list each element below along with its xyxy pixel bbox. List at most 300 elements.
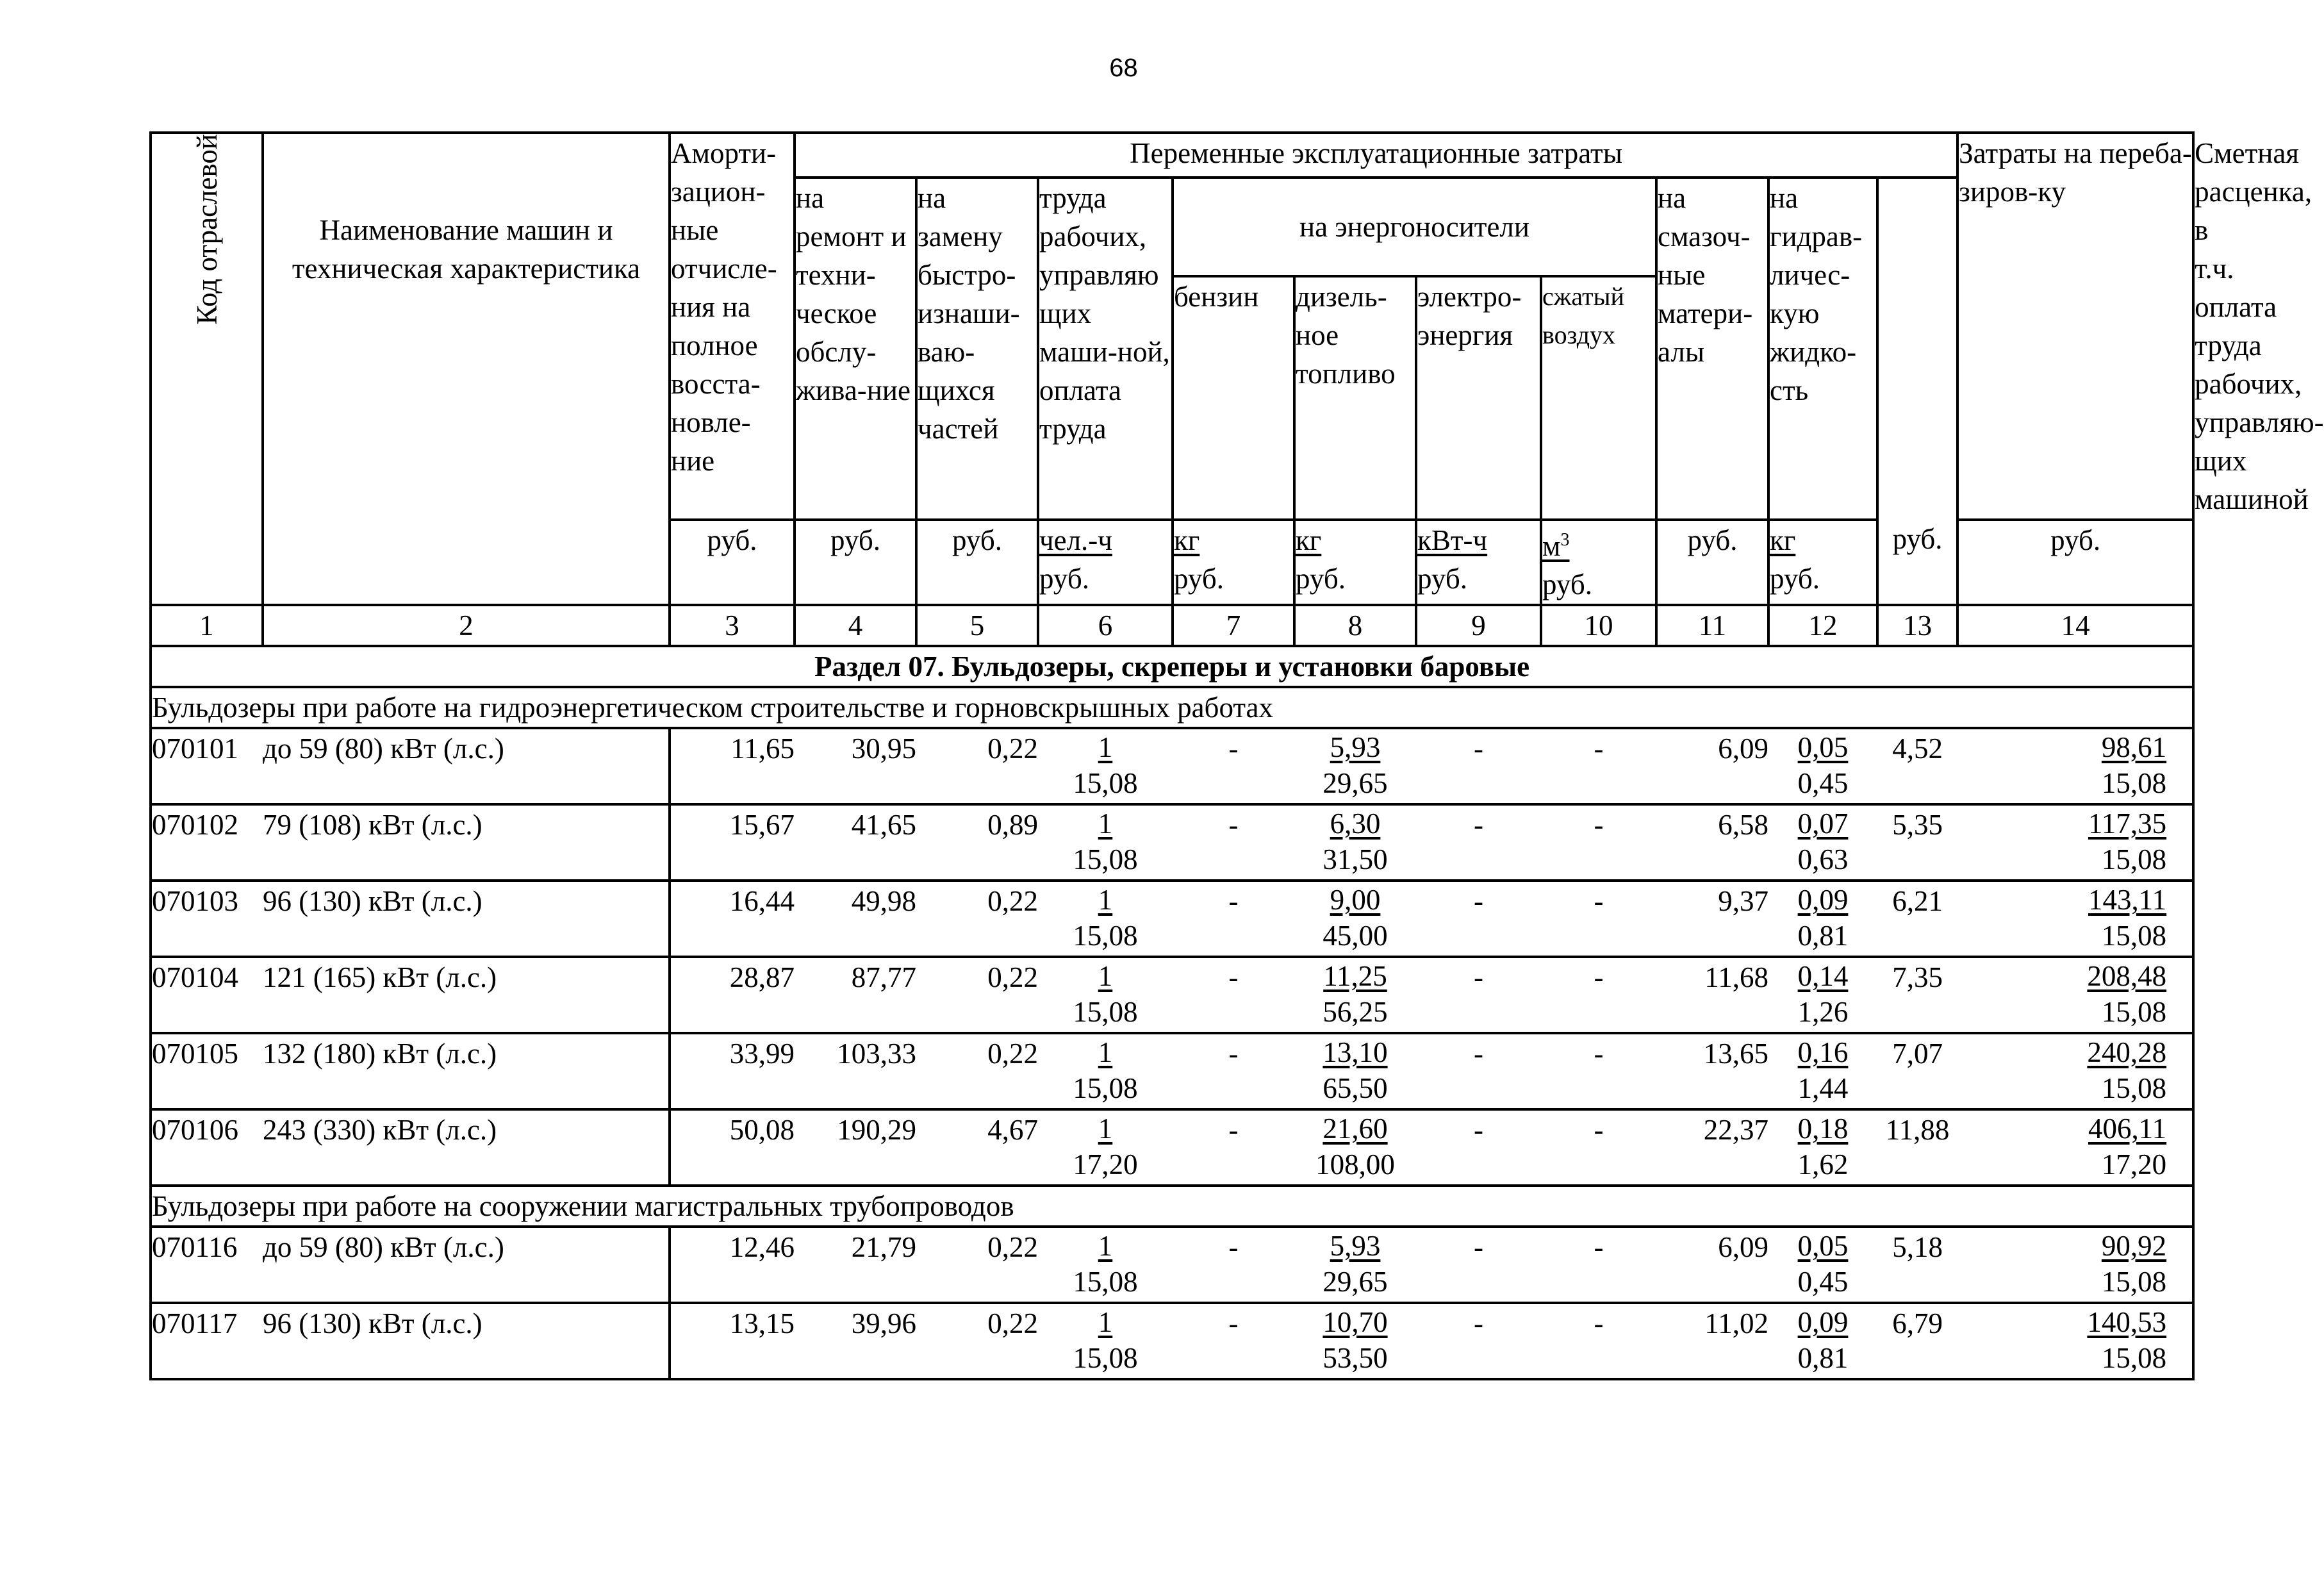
row-hydraulic <box>1768 1303 1877 1379</box>
table-row <box>151 804 2193 881</box>
row-code <box>151 1303 263 1379</box>
cell-value: 070101 <box>152 733 238 765</box>
row-name <box>263 957 670 1033</box>
cell-value: 0,22 <box>987 1038 1038 1070</box>
unit-4 <box>795 520 916 605</box>
row-name <box>263 804 670 881</box>
cell-value: - <box>1228 1307 1239 1339</box>
table-row <box>151 1227 2193 1303</box>
row-name <box>263 728 670 804</box>
unit-12-top: кг <box>1770 524 1796 556</box>
row-amortization <box>670 1033 795 1109</box>
fraction-top: 0,07 <box>1797 807 1849 840</box>
row-estimate <box>1957 881 2193 957</box>
row-labor <box>1038 804 1173 881</box>
column-number: 14 <box>1957 605 2193 646</box>
row-diesel <box>1294 957 1416 1033</box>
fraction-bottom: 15,08 <box>1073 1266 1138 1298</box>
header-name: Наименование машин и техническая характеристика <box>263 133 670 605</box>
fraction <box>1957 1304 2192 1376</box>
cell-value: 96 (130) кВт (л.с.) <box>263 1307 482 1339</box>
cell-value: 5,18 <box>1892 1231 1943 1263</box>
cell-value: - <box>1474 1038 1483 1070</box>
row-name <box>263 1303 670 1379</box>
unit-9-top: кВт-ч <box>1417 524 1488 556</box>
row-rebasing <box>1877 1109 1957 1186</box>
cell-value: 0,22 <box>987 961 1038 993</box>
cell-value: 070102 <box>152 809 238 841</box>
cell-value: 6,58 <box>1718 809 1768 841</box>
table-row <box>151 957 2193 1033</box>
row-rebasing <box>1877 1227 1957 1303</box>
header-variable-costs: Переменные эксплуатационные затраты <box>795 133 1957 178</box>
row-electricity <box>1416 1033 1541 1109</box>
fraction <box>1768 958 1877 1030</box>
row-electricity <box>1416 881 1541 957</box>
row-code <box>151 804 263 881</box>
row-name <box>263 1109 670 1186</box>
cell-value: 190,29 <box>837 1114 916 1146</box>
row-electricity <box>1416 1227 1541 1303</box>
cell-value: 22,37 <box>1703 1114 1768 1146</box>
cell-value: - <box>1228 961 1239 993</box>
cell-value: 11,65 <box>730 733 795 765</box>
column-number: 10 <box>1541 605 1656 646</box>
unit-10-m: м <box>1542 530 1561 562</box>
fraction <box>1768 1111 1877 1182</box>
cell-value: 11,88 <box>1885 1114 1950 1146</box>
fraction-top: 10,70 <box>1323 1306 1388 1338</box>
fraction-bottom: 17,20 <box>1073 1148 1138 1180</box>
fraction <box>1038 806 1173 877</box>
row-labor <box>1038 1109 1173 1186</box>
unit-9-bottom: руб. <box>1417 563 1467 595</box>
cell-value: 50,08 <box>729 1114 795 1146</box>
row-diesel <box>1294 1033 1416 1109</box>
fraction-bottom: 15,08 <box>2101 767 2167 799</box>
cell-value: 7,35 <box>1892 961 1943 993</box>
cell-value: 6,79 <box>1892 1307 1943 1339</box>
cell-value: - <box>1228 1038 1239 1070</box>
fraction-top: 0,05 <box>1797 731 1849 763</box>
unit-5-text: руб. <box>952 524 1002 556</box>
fraction-top: 1 <box>1098 1306 1113 1338</box>
fraction-bottom: 15,08 <box>1073 843 1138 875</box>
row-lubricants <box>1656 1033 1768 1109</box>
table-row <box>151 1303 2193 1379</box>
row-lubricants <box>1656 1303 1768 1379</box>
row-hydraulic <box>1768 1033 1877 1109</box>
unit-10 <box>1541 520 1656 605</box>
fraction <box>1957 1034 2192 1106</box>
row-rebasing <box>1877 728 1957 804</box>
row-estimate <box>1957 804 2193 881</box>
fraction-bottom: 29,65 <box>1323 1266 1388 1298</box>
row-labor <box>1038 1227 1173 1303</box>
column-number: 2 <box>263 605 670 646</box>
fraction-bottom: 15,08 <box>2101 843 2167 875</box>
header-repair: на ремонт и техни-ческое обслу-жива-ние <box>795 178 916 520</box>
fraction-bottom: 15,08 <box>2101 920 2167 952</box>
row-estimate <box>1957 1303 2193 1379</box>
cell-value: 121 (165) кВт (л.с.) <box>263 961 497 993</box>
fraction-bottom: 53,50 <box>1323 1342 1388 1374</box>
fraction <box>1294 958 1416 1030</box>
unit-6-bottom: руб. <box>1039 563 1089 595</box>
row-code <box>151 1227 263 1303</box>
cell-value: 7,07 <box>1892 1038 1943 1070</box>
row-lubricants <box>1656 728 1768 804</box>
fraction-bottom: 0,45 <box>1797 767 1849 799</box>
cell-value: 9,37 <box>1718 885 1768 917</box>
row-petrol <box>1173 881 1294 957</box>
fraction-bottom: 15,08 <box>1073 920 1138 952</box>
row-lubricants <box>1656 1109 1768 1186</box>
unit-11 <box>1656 520 1768 605</box>
row-air <box>1541 957 1656 1033</box>
row-repair <box>795 881 916 957</box>
header-hydraulic: на гидрав-личес-кую жидко-сть <box>1768 178 1877 520</box>
column-number: 5 <box>916 605 1038 646</box>
row-electricity <box>1416 804 1541 881</box>
fraction-top: 1 <box>1098 807 1113 840</box>
cell-value: 4,67 <box>987 1114 1038 1146</box>
cell-value: 0,22 <box>987 733 1038 765</box>
fraction-bottom: 15,08 <box>1073 996 1138 1028</box>
unit-14-text: руб. <box>2050 524 2101 556</box>
cell-value: - <box>1228 1114 1239 1146</box>
section-title: Раздел 07. Бульдозеры, скреперы и установки баровые <box>151 646 2193 687</box>
cell-value: 41,65 <box>851 809 916 841</box>
row-amortization <box>670 804 795 881</box>
fraction-bottom: 15,08 <box>1073 767 1138 799</box>
column-number: 3 <box>670 605 795 646</box>
row-repair <box>795 1227 916 1303</box>
column-number: 8 <box>1294 605 1416 646</box>
unit-12-bottom: руб. <box>1770 563 1820 595</box>
fraction-top: 406,11 <box>2088 1113 2167 1145</box>
row-parts <box>916 957 1038 1033</box>
fraction-top: 1 <box>1098 884 1113 916</box>
fraction-top: 6,30 <box>1330 807 1381 840</box>
row-code <box>151 957 263 1033</box>
row-amortization <box>670 1303 795 1379</box>
fraction-bottom: 1,62 <box>1797 1148 1849 1180</box>
fraction-bottom: 29,65 <box>1323 767 1388 799</box>
row-air <box>1541 1033 1656 1109</box>
row-hydraulic <box>1768 804 1877 881</box>
fraction <box>1957 1111 2192 1182</box>
fraction <box>1768 1228 1877 1300</box>
row-electricity <box>1416 1109 1541 1186</box>
fraction-top: 0,09 <box>1797 1306 1849 1338</box>
header-energy: на энергоносители <box>1173 178 1656 276</box>
row-parts <box>916 804 1038 881</box>
row-air <box>1541 804 1656 881</box>
row-hydraulic <box>1768 957 1877 1033</box>
cell-value: - <box>1228 1231 1239 1263</box>
cell-value: 243 (330) кВт (л.с.) <box>263 1114 497 1146</box>
row-labor <box>1038 1303 1173 1379</box>
unit-10-bottom: руб. <box>1542 568 1592 600</box>
cell-value: 28,87 <box>729 961 795 993</box>
cell-value: 13,65 <box>1703 1038 1768 1070</box>
row-parts <box>916 1033 1038 1109</box>
row-lubricants <box>1656 804 1768 881</box>
fraction <box>1038 1228 1173 1300</box>
cell-value: 39,96 <box>851 1307 916 1339</box>
fraction <box>1957 958 2192 1030</box>
cell-value: 0,22 <box>987 1307 1038 1339</box>
cell-value: - <box>1594 1038 1604 1070</box>
row-lubricants <box>1656 957 1768 1033</box>
fraction <box>1294 1228 1416 1300</box>
fraction-bottom: 17,20 <box>2101 1148 2167 1180</box>
row-parts <box>916 1227 1038 1303</box>
fraction-bottom: 65,50 <box>1323 1072 1388 1104</box>
page-number: 68 <box>1109 54 1138 82</box>
cell-value: - <box>1594 733 1604 765</box>
row-petrol <box>1173 1109 1294 1186</box>
cell-value: 132 (180) кВт (л.с.) <box>263 1038 497 1070</box>
column-number: 6 <box>1038 605 1173 646</box>
fraction-top: 5,93 <box>1330 1230 1381 1262</box>
cell-value: - <box>1228 809 1239 841</box>
fraction-bottom: 1,44 <box>1797 1072 1849 1104</box>
row-air <box>1541 1227 1656 1303</box>
header-parts: на замену быстро-изнаши-ваю-щихся частей <box>916 178 1038 520</box>
row-hydraulic <box>1768 1227 1877 1303</box>
row-lubricants <box>1656 1227 1768 1303</box>
cell-value: 070103 <box>152 885 238 917</box>
row-parts <box>916 728 1038 804</box>
row-hydraulic <box>1768 1109 1877 1186</box>
row-electricity <box>1416 957 1541 1033</box>
row-code <box>151 728 263 804</box>
unit-12 <box>1768 520 1877 605</box>
row-rebasing <box>1877 1033 1957 1109</box>
cell-value: - <box>1474 1231 1483 1263</box>
fraction-bottom: 1,26 <box>1797 996 1849 1028</box>
row-rebasing <box>1877 881 1957 957</box>
fraction <box>1294 882 1416 954</box>
fraction <box>1294 729 1416 801</box>
unit-8 <box>1294 520 1416 605</box>
row-parts <box>916 881 1038 957</box>
row-estimate <box>1957 1033 2193 1109</box>
row-name <box>263 881 670 957</box>
fraction-top: 1 <box>1098 1036 1113 1068</box>
cell-value: - <box>1594 1114 1604 1146</box>
row-lubricants <box>1656 881 1768 957</box>
group-title: Бульдозеры при работе на гидроэнергетическом строительстве и горновскрышных работах <box>151 687 2193 728</box>
row-repair <box>795 957 916 1033</box>
column-number: 12 <box>1768 605 1877 646</box>
group-title-row <box>151 1186 2193 1227</box>
fraction-bottom: 0,81 <box>1797 1342 1849 1374</box>
row-diesel <box>1294 728 1416 804</box>
fraction <box>1038 729 1173 801</box>
unit-7-bottom: руб. <box>1174 563 1224 595</box>
fraction-bottom: 108,00 <box>1315 1148 1395 1180</box>
cell-value: 13,15 <box>729 1307 795 1339</box>
fraction <box>1038 1111 1173 1182</box>
row-parts <box>916 1109 1038 1186</box>
cell-value: 6,09 <box>1718 1231 1768 1263</box>
fraction-top: 11,25 <box>1323 960 1387 992</box>
unit-10-top <box>1542 521 1655 565</box>
fraction-top: 21,60 <box>1323 1113 1388 1145</box>
fraction-bottom: 15,08 <box>2101 996 2167 1028</box>
row-diesel <box>1294 804 1416 881</box>
fraction-top: 143,11 <box>2088 884 2167 916</box>
row-diesel <box>1294 1227 1416 1303</box>
fraction-top: 1 <box>1098 1230 1113 1262</box>
table-body <box>151 687 2193 1379</box>
cell-value: 12,46 <box>729 1231 795 1263</box>
fraction-top: 90,92 <box>2101 1230 2167 1262</box>
header-rebasing: Затраты на переба-зиров-ку <box>1957 133 2193 520</box>
row-code <box>151 881 263 957</box>
row-hydraulic <box>1768 728 1877 804</box>
row-rebasing <box>1877 957 1957 1033</box>
unit-3 <box>670 520 795 605</box>
fraction-bottom: 15,08 <box>2101 1342 2167 1374</box>
group-title-row <box>151 687 2193 728</box>
fraction-bottom: 15,08 <box>1073 1072 1138 1104</box>
price-table <box>149 131 2324 1380</box>
cell-value: - <box>1474 1114 1483 1146</box>
unit-5 <box>916 520 1038 605</box>
column-numbers-row <box>151 605 2193 646</box>
fraction <box>1957 729 2192 801</box>
fraction-top: 0,09 <box>1797 884 1849 916</box>
cell-value: 103,33 <box>837 1038 916 1070</box>
cell-value: - <box>1228 885 1239 917</box>
row-labor <box>1038 728 1173 804</box>
fraction <box>1957 1228 2192 1300</box>
fraction <box>1294 1034 1416 1106</box>
fraction-top: 117,35 <box>2088 807 2167 840</box>
row-rebasing <box>1877 804 1957 881</box>
row-air <box>1541 881 1656 957</box>
unit-8-bottom: руб. <box>1296 563 1346 595</box>
cell-value: 4,52 <box>1892 733 1943 765</box>
cell-value: 6,21 <box>1892 885 1943 917</box>
cell-value: 5,35 <box>1892 809 1943 841</box>
fraction-bottom: 45,00 <box>1323 920 1388 952</box>
cell-value: 33,99 <box>729 1038 795 1070</box>
fraction-top: 98,61 <box>2101 731 2167 763</box>
unit-6-top: чел.-ч <box>1039 524 1112 556</box>
cell-value: до 59 (80) кВт (л.с.) <box>263 733 504 765</box>
row-estimate <box>1957 1227 2193 1303</box>
fraction <box>1294 1111 1416 1182</box>
fraction <box>1038 1034 1173 1106</box>
column-number: 13 <box>1877 605 1957 646</box>
row-labor <box>1038 957 1173 1033</box>
header-row-1: Код отраслевой Наименование машин и техническая характеристика Аморти-зацион-ные отчисле-ния на полное восста-новле-ние Переменные эксплуатационные затраты Затраты на переба-зиров-ку Сметная расценка, в т.ч. оплата труда рабочих, управляю-щих машиной <box>151 133 2193 178</box>
cell-value: - <box>1594 885 1604 917</box>
row-petrol <box>1173 728 1294 804</box>
cell-value: 11,68 <box>1704 961 1768 993</box>
row-electricity <box>1416 1303 1541 1379</box>
header-diesel: дизель-ное топливо <box>1294 276 1416 520</box>
row-diesel <box>1294 1109 1416 1186</box>
row-amortization <box>670 881 795 957</box>
fraction-top: 0,16 <box>1797 1036 1849 1068</box>
row-labor <box>1038 881 1173 957</box>
fraction-bottom: 31,50 <box>1323 843 1388 875</box>
fraction <box>1768 1304 1877 1376</box>
table-row <box>151 1033 2193 1109</box>
fraction-bottom: 0,45 <box>1797 1266 1849 1298</box>
row-estimate <box>1957 957 2193 1033</box>
fraction <box>1038 958 1173 1030</box>
fraction-bottom: 56,25 <box>1323 996 1388 1028</box>
row-repair <box>795 1033 916 1109</box>
unit-9 <box>1416 520 1541 605</box>
fraction-top: 0,14 <box>1797 960 1849 992</box>
row-diesel <box>1294 1303 1416 1379</box>
group-title: Бульдозеры при работе на сооружении магистральных трубопроводов <box>151 1186 2193 1227</box>
unit-14 <box>1957 520 2193 605</box>
cell-value: 49,98 <box>851 885 916 917</box>
fraction-top: 140,53 <box>2087 1306 2167 1338</box>
header-petrol: бензин <box>1173 276 1294 520</box>
cell-value: - <box>1594 809 1604 841</box>
header-amortization: Аморти-зацион-ные отчисле-ния на полное восста-новле-ние <box>670 133 795 520</box>
column-number: 4 <box>795 605 916 646</box>
fraction <box>1294 806 1416 877</box>
cell-value: - <box>1474 733 1483 765</box>
table-row <box>151 728 2193 804</box>
cell-value: - <box>1474 1307 1483 1339</box>
fraction-top: 1 <box>1098 731 1113 763</box>
row-petrol <box>1173 1303 1294 1379</box>
column-number: 9 <box>1416 605 1541 646</box>
cell-value: - <box>1594 961 1604 993</box>
fraction-top: 0,18 <box>1797 1113 1849 1145</box>
row-amortization <box>670 1227 795 1303</box>
unit-3-text: руб. <box>707 524 757 556</box>
row-code <box>151 1033 263 1109</box>
cell-value: 15,67 <box>729 809 795 841</box>
fraction-bottom: 15,08 <box>1073 1342 1138 1374</box>
cell-value: - <box>1594 1307 1604 1339</box>
cell-value: - <box>1594 1231 1604 1263</box>
cell-value: 11,02 <box>1704 1307 1768 1339</box>
unit-7 <box>1173 520 1294 605</box>
fraction-bottom: 0,63 <box>1797 843 1849 875</box>
fraction <box>1768 806 1877 877</box>
cell-value: 87,77 <box>851 961 916 993</box>
unit-4-text: руб. <box>830 524 880 556</box>
row-name <box>263 1227 670 1303</box>
table-row <box>151 1109 2193 1186</box>
row-petrol <box>1173 804 1294 881</box>
header-code <box>151 133 263 605</box>
fraction-bottom: 15,08 <box>2101 1072 2167 1104</box>
fraction-top: 208,48 <box>2087 960 2167 992</box>
cell-value: 30,95 <box>851 733 916 765</box>
unit-10-sup: 3 <box>1560 530 1570 550</box>
row-estimate <box>1957 728 2193 804</box>
cell-value: 070105 <box>152 1038 238 1070</box>
row-rebasing <box>1877 1303 1957 1379</box>
row-petrol <box>1173 1033 1294 1109</box>
row-code <box>151 1109 263 1186</box>
